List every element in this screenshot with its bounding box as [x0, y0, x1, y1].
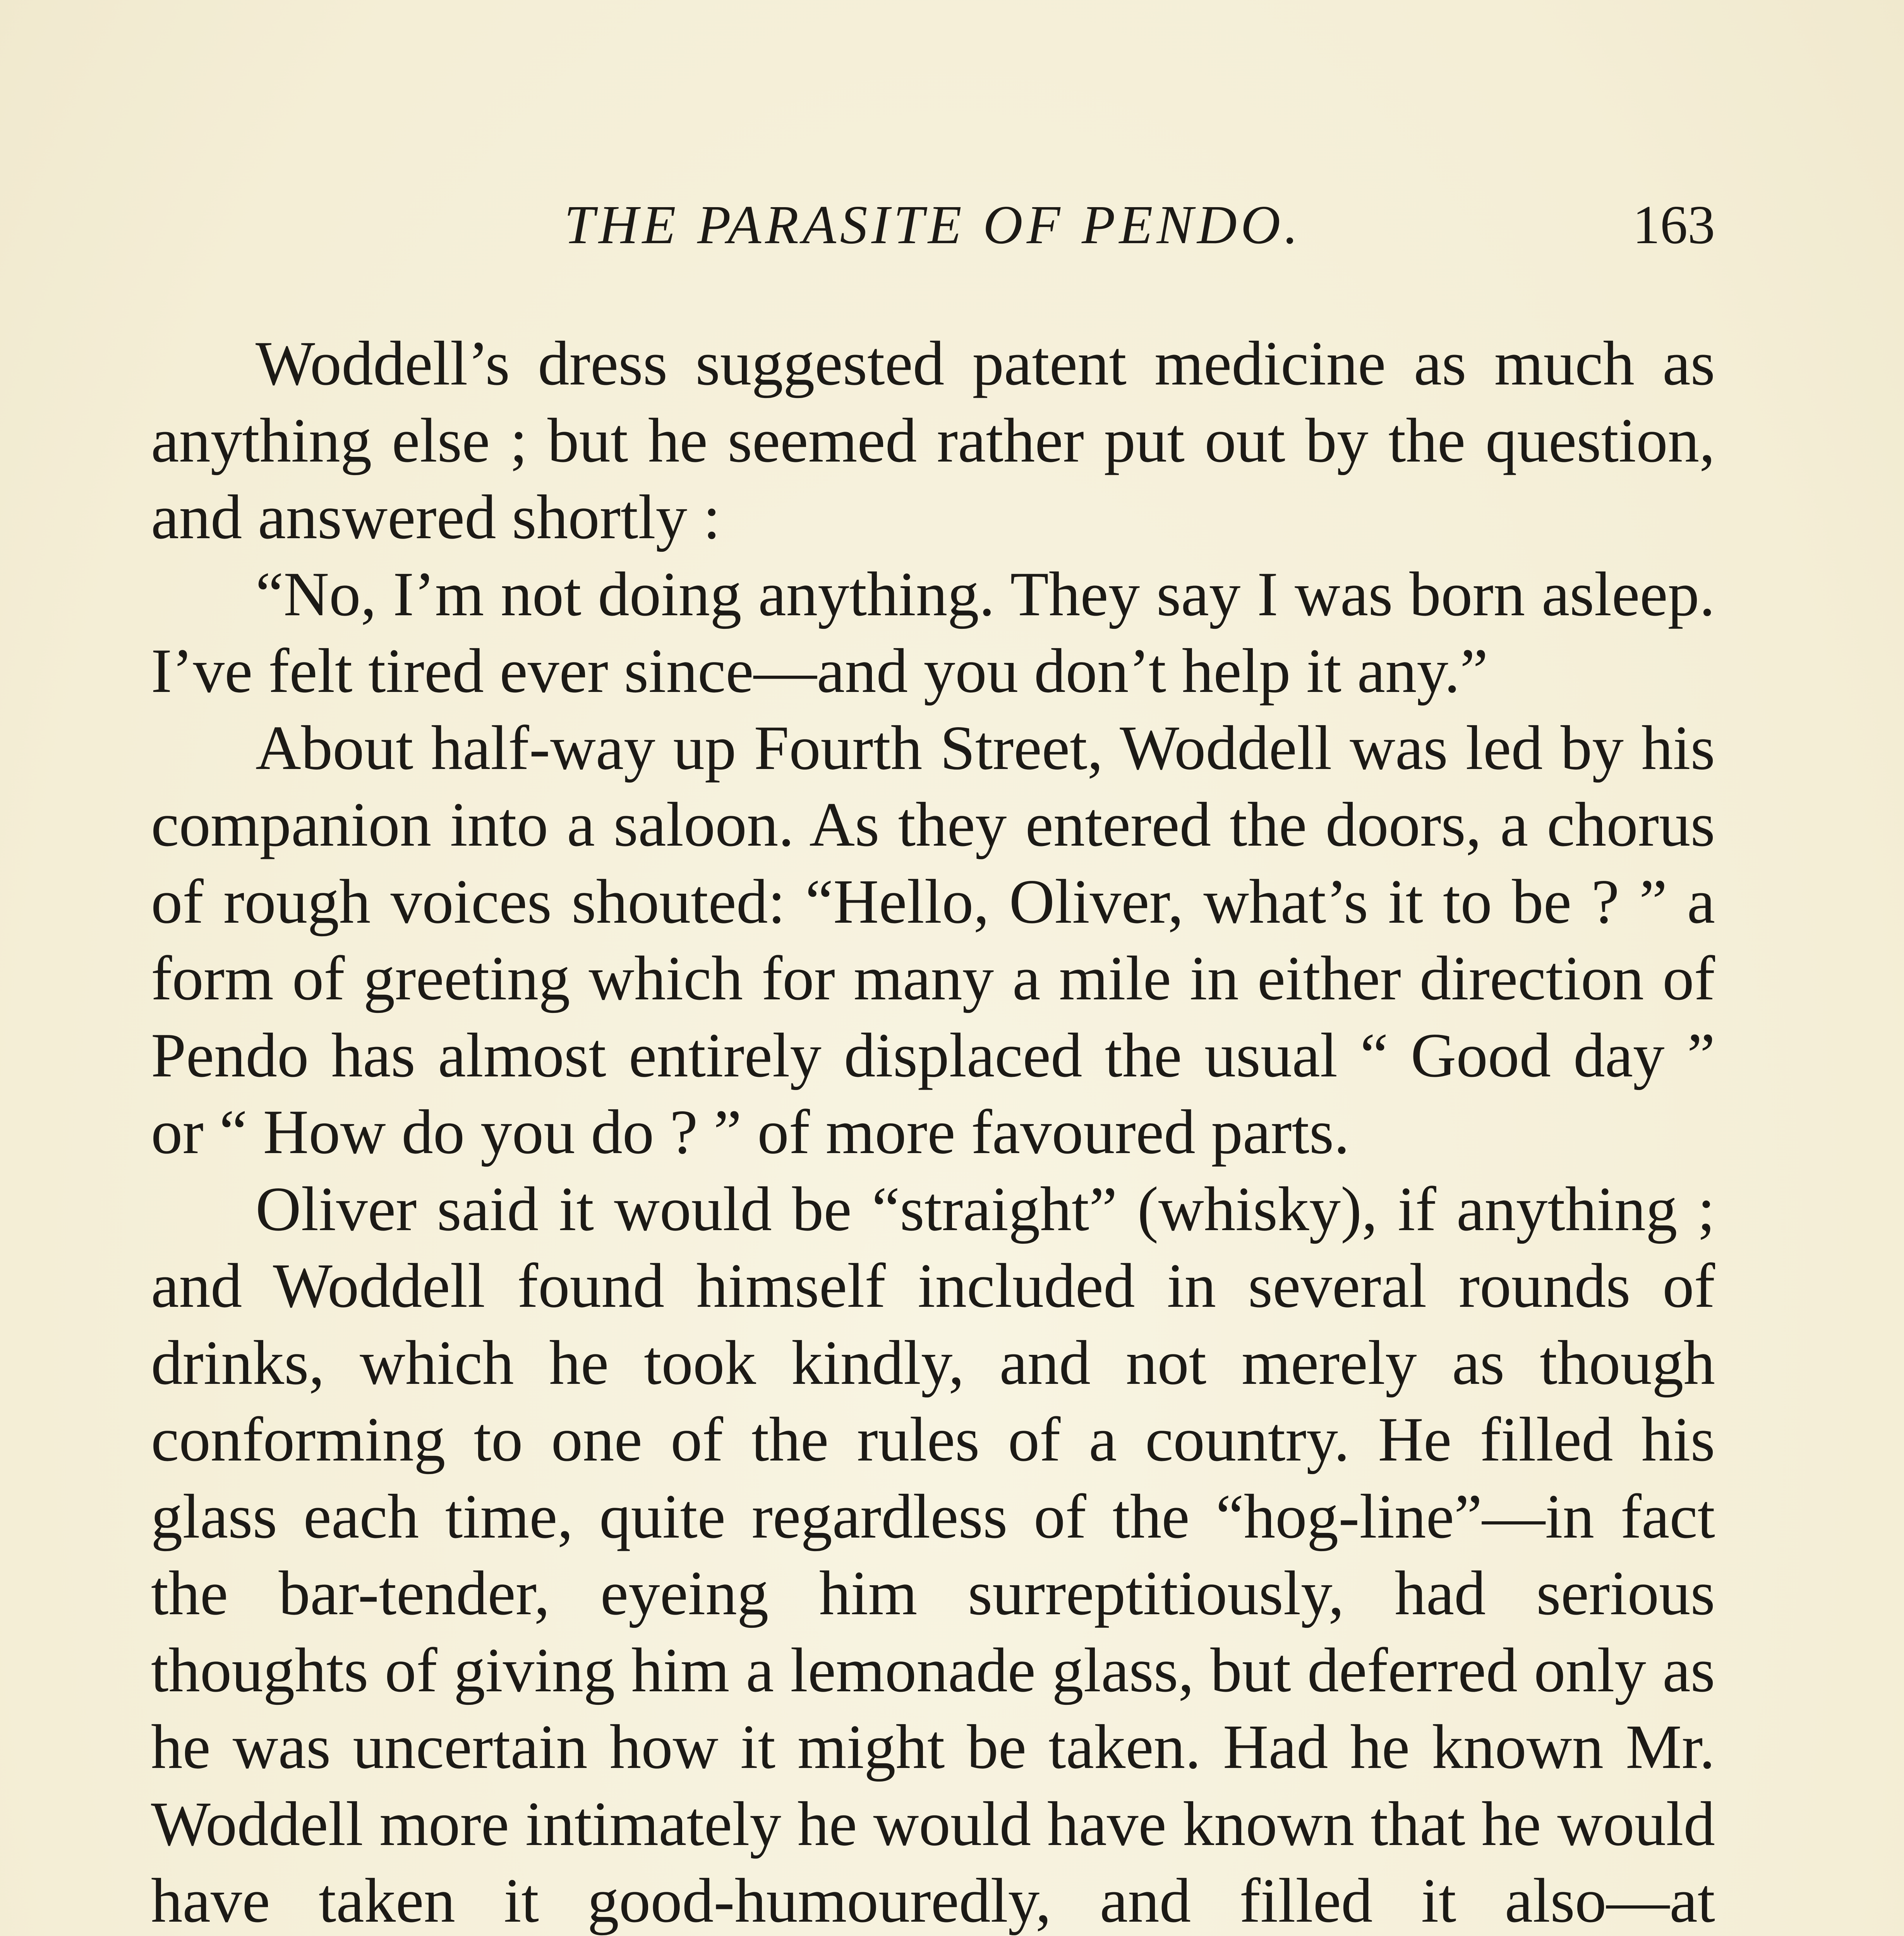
paragraph: “No, I’m not doing anything. They say I was born asleep. I’ve felt tired ever since—and you don’t help it any.” [151, 559, 1715, 706]
body-text [151, 325, 1715, 1936]
page-number: 163 [1633, 194, 1715, 255]
paragraph: Oliver said it would be “straight” (whisky), if anything ; and Woddell found himself included in several rounds of drinks, which he took kindly, and not merely as though conforming to one of the rules of a country. He filled his glass each time, quite regardless of the “hog-line”—in fact the bar-tender, eyeing him surreptitiously, had serious thoughts of giving him a lemonade glass, but deferred only as he was uncertain how it might be taken. Had he known Mr. Woddell more intimately he would have known that he would have taken it good-humouredly, and filled it also—at [151, 1174, 1715, 1936]
running-title: THE PARASITE OF PENDO. [564, 194, 1302, 255]
running-head [151, 194, 1715, 256]
paragraph: About half-way up Fourth Street, Woddell was led by his companion into a saloon. As they entered the doors, a chorus of rough voices shouted: “Hello, Oliver, what’s it to be ? ” a form of greeting which for many a mile in either direction of Pendo has almost entirely displaced the usual “ Good day ” or “ How do you do ? ” of more favoured parts. [151, 713, 1715, 1167]
paragraph: Woddell’s dress suggested patent medicine as much as anything else ; but he seemed rather put out by the question, and answered shortly : [151, 329, 1715, 552]
